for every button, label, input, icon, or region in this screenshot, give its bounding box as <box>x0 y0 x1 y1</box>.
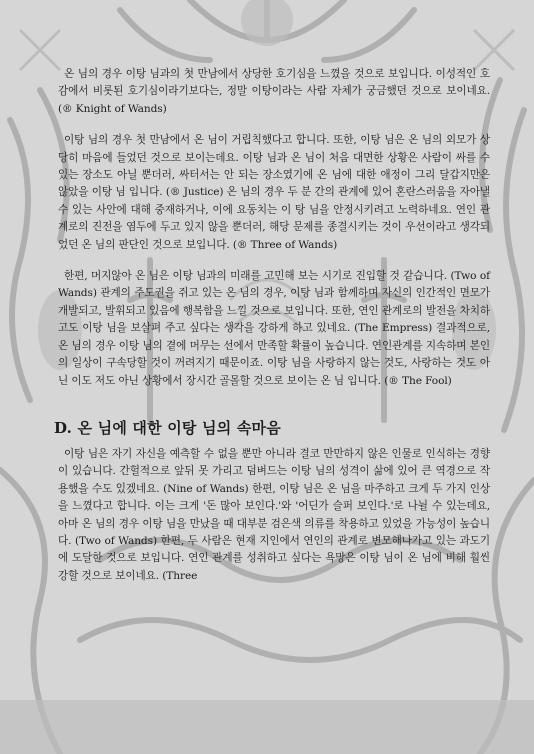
paragraph: 온 님의 경우 이탕 님과의 첫 만남에서 상당한 호기심을 느꼈을 것으로 보입니다. 이성적인 호감에서 비롯된 호기심이라기보다는, 정말 이탕이라는 사람 자체가 궁금했던 것으로 보이네요. (® Knight of Wands) <box>58 68 490 115</box>
section-heading: D. 온 님에 대한 이탕 님의 속마음 <box>54 418 281 437</box>
paragraph: 이탕 님은 자기 자신을 예측할 수 없을 뿐만 아니라 결코 만만하지 않은 인물로 인식하는 경향이 있습니다. 간헐적으로 앞뒤 못 가리고 덤벼드는 이탕 님의 성격이 삶에 있어 큰 역경으로 작용했을 수도 있겠네요. (Nine of Wands) 한편, 이탕 님은 온 님을 마주하고 크게 두 가지 인상을 느꼈다고 합니다. 이는 크게 '돈 많아 보인다.'와 '어딘가 슬퍼 보인다.'로 나뉠 수 있는데요, 아마 온 님의 경우 이탕 님을 만났을 때 대부분 검은색 의류를 착용하고 있었을 가능성이 높습니다. (Two of Wands) 한편, 두 사람은 현재 지인에서 연인의 관계로 변모해나가고 있는 과도기에 도달한 것으로 보입니다. 연인 관계를 성취하고 싶다는 욕망은 이탕 님이 온 님에 비해 훨씬 강할 것으로 보이네요. (Three <box>58 447 490 582</box>
paragraph: 한편, 머지않아 온 님은 이탕 님과의 미래를 고민해 보는 시기로 진입할 것 같습니다. (Two of Wands) 관계의 주도권을 쥐고 있는 온 님의 경우, 이탕 님과 함께하며 자신의 인간적인 면모가 개발되고, 발휘되고 있음에 행복함을 느낄 것으로 보입니다. 또한, 연인 관계로의 발전을 차치하고도 이탕 님을 보살펴 주고 싶다는 생각을 강하게 하고 있네요. (The Empress) 결과적으로, 온 님의 경우 이탕 님의 곁에 머무는 선에서 만족할 확률이 높습니다. 연인관계를 지속하며 본인의 일상이 구속당할 것이 꺼려지기 때문이죠. 이탕 님을 사랑하지 않는 것도, 사랑하는 것도 아닌 이도 저도 아닌 상황에서 장시간 골몰할 것으로 보이는 온 님 입니다. (® The Fool) <box>58 270 490 387</box>
document-body <box>54 66 490 599</box>
paragraph: 이탕 님의 경우 첫 만남에서 온 님이 거립칙했다고 합니다. 또한, 이탕 님은 온 님의 외모가 상당히 마음에 들었던 것으로 보이는데요. 이탕 님과 온 님이 처음 대면한 상황은 사람이 싸를 수 있는 장소도 아닐 뿐더러, 싸터서는 안 되는 장소였기에 온 님에 대한 애정이 그리 달갑지만은 않았을 이탕 님 입니다. (® Justice) 온 님의 경우 두 분 간의 관계에 있어 혼란스러움을 자아낼 수 있는 사안에 대해 중재하거나, 이에 요동치는 이 탕 님을 안정시키려고 노력하네요. 연인 관계로의 진전을 염두에 두고 있지 않을 뿐더러, 해당 문제를 종결시키는 것이 우선이라고 생각되었던 온 님의 판단인 것으로 보입니다. (® Three of Wands) <box>58 134 490 251</box>
